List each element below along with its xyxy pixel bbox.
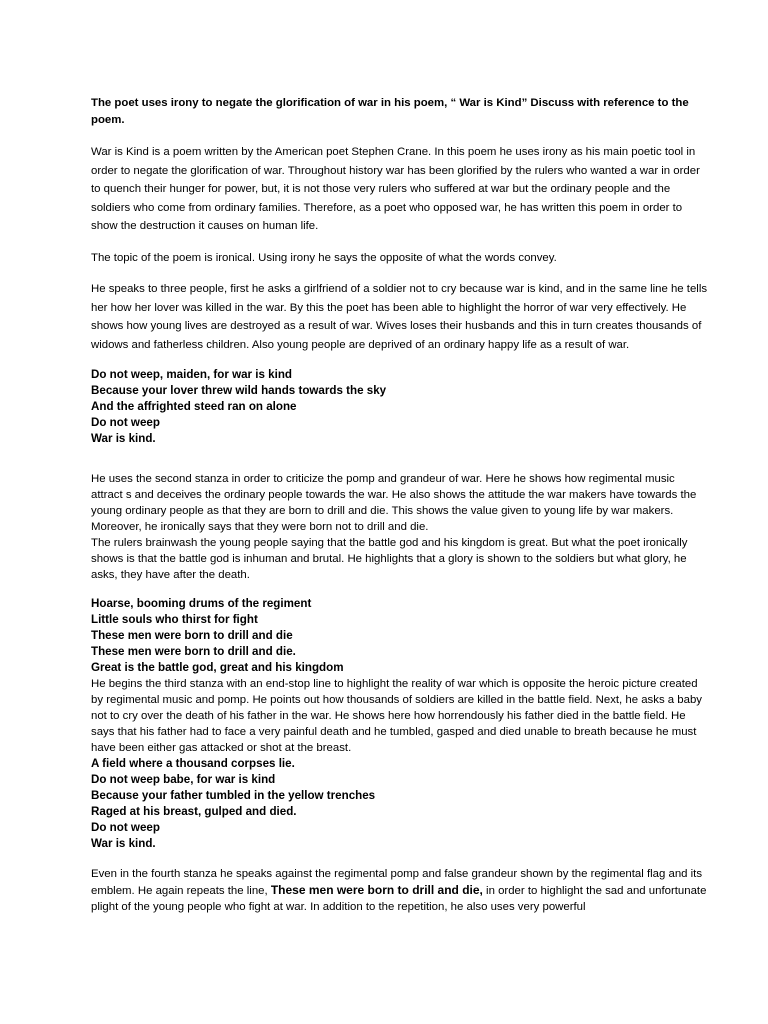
- paragraph-second-stanza: He uses the second stanza in order to criticize the pomp and grandeur of war. Here he shows how regimental music attract s and deceives the ordinary people towards the war. He also shows the attitude the war makers have towards the young ordinary people as that they are born to drill and die. This shows the value given to young life by war makers. Moreover, he ironically says that they were born not to drill and die.: [91, 473, 697, 533]
- paragraph-brainwash: The rulers brainwash the young people saying that the battle god and his kingdom is great. But what the poet ironically shows is that the battle god is inhuman and brutal. He highlights that a glory is shown to the soldiers but what glory, he asks, they have after the death.: [91, 537, 688, 581]
- paragraph-text: in order to highlight the sad and unfortunate plight of the young people who fight at war. In addition to the repetition, he also uses very powerful: [91, 885, 707, 913]
- verse-line: Hoarse, booming drums of the regiment: [91, 597, 312, 610]
- verse-stanza-two: [91, 596, 708, 676]
- paragraph-intro: War is Kind is a poem written by the American poet Stephen Crane. In this poem he uses irony as his main poetic tool in order to negate the glorification of war. Throughout history war has been glorified by the rulers who wanted a war in order to quench their hunger for power, but, it is not those very rulers who suffered at war but the ordinary people and the soldiers who come from ordinary families. Therefore, as a poet who opposed war, he has written this poem in order to show the destruction it causes on human life.: [91, 146, 700, 232]
- verse-line: Great is the battle god, great and his kingdom: [91, 661, 344, 674]
- verse-line: War is kind.: [91, 837, 156, 850]
- verse-stanza-three: [91, 756, 708, 852]
- verse-line: These men were born to drill and die.: [91, 645, 296, 658]
- verse-stanza-one: [91, 367, 708, 447]
- document-title: The poet uses irony to negate the glorification of war in his poem, “ War is Kind” Discuss with reference to the poem.: [91, 97, 689, 126]
- verse-line: Because your father tumbled in the yellow trenches: [91, 789, 376, 802]
- verse-line: Raged at his breast, gulped and died.: [91, 805, 297, 818]
- verse-line: Little souls who thirst for fight: [91, 613, 258, 626]
- paragraph-fourth-stanza: [91, 866, 708, 915]
- verse-line: Do not weep: [91, 416, 160, 429]
- verse-line: These men were born to drill and die: [91, 629, 293, 642]
- verse-line: Do not weep, maiden, for war is kind: [91, 368, 292, 381]
- quoted-line: These men were born to drill and die,: [270, 883, 483, 897]
- paragraph-text: Even in the fourth stanza he speaks against the regimental pomp and false grandeur shown by the regimental flag and its emblem. He again repeats the line,: [91, 868, 703, 897]
- verse-line: Because your lover threw wild hands towards the sky: [91, 384, 387, 397]
- verse-line: Do not weep: [91, 821, 160, 834]
- paragraph-three-people: He speaks to three people, first he asks a girlfriend of a soldier not to cry because war is kind, and in the same line he tells her how her lover was killed in the war. By this the poet has been able to highlight the horror of war very effectively. He shows how young lives are destroyed as a result of war. Wives loses their husbands and this in turn creates thousands of widows and fatherless children. Also young people are deprived of an ordinary happy life as a result of war.: [91, 283, 708, 351]
- verse-line: Do not weep babe, for war is kind: [91, 773, 276, 786]
- verse-line: A field where a thousand corpses lie.: [91, 757, 295, 770]
- verse-line: And the affrighted steed ran on alone: [91, 400, 297, 413]
- paragraph-topic: The topic of the poem is ironical. Using irony he says the opposite of what the words convey.: [91, 251, 557, 264]
- verse-line: War is kind.: [91, 432, 156, 445]
- paragraph-third-stanza: He begins the third stanza with an end-stop line to highlight the reality of war which is opposite the heroic picture created by regimental music and pomp. He points out how thousands of soldiers are killed in the battle field. Next, he asks a baby not to cry over the death of his father in the war. He shows here how horrendously his father died in the battle field. He says that his father had to face a very painful death and he tumbled, gasped and died unable to breath because he must have been either gas attacked or shot at the breast.: [91, 678, 703, 754]
